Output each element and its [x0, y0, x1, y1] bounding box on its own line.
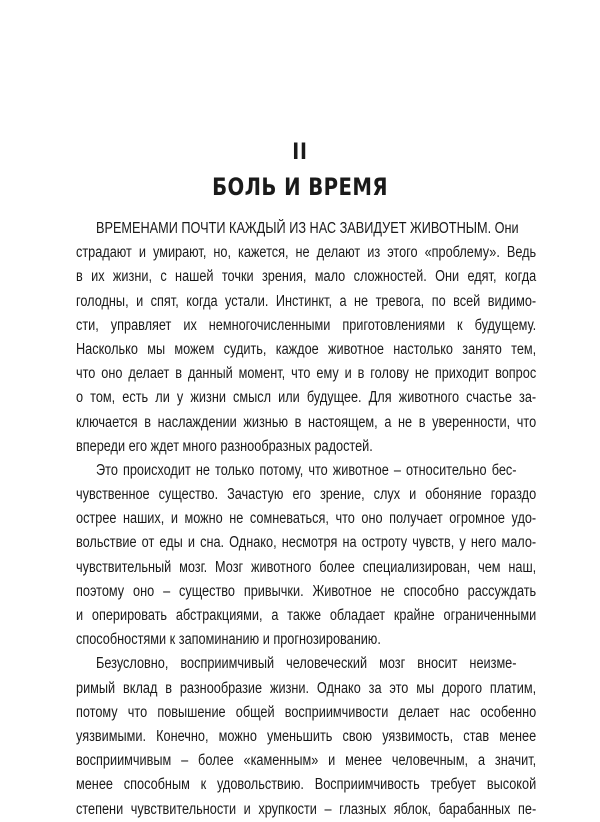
text-line: чувственное существо. Зачастую его зрение, слух и обоняние гораздо — [76, 486, 537, 504]
text-line: сти, управляет их немногочисленными приготовлениями к будущему. — [76, 316, 537, 334]
text-line: менее способным к удовольствию. Восприимчивость требует высокой — [76, 776, 537, 794]
text-line: Это происходит не только потому, что животное – относительно бес- — [96, 461, 517, 479]
text-line: страдают и умирают, но, кажется, не делают из этого «проблему». Ведь — [76, 244, 537, 262]
body-text — [76, 217, 536, 822]
text-line: степени чувствительности и хрупкости – глазных яблок, барабанных пе- — [76, 800, 537, 818]
text-line: что оно делает в данный момент, что ему и в голову не приходит вопрос — [76, 365, 537, 383]
text-line: ВРЕМЕНАМИ ПОЧТИ КАЖДЫЙ ИЗ НАС ЗАВИДУЕТ ЖИВОТНЫМ. Они — [96, 220, 519, 237]
paragraph-3 — [76, 652, 536, 821]
text-line: Насколько мы можем судить, каждое животное настолько занято тем, — [76, 340, 537, 358]
text-line: чувствительный мозг. Мозг животного более специализирован, чем наш, — [76, 558, 537, 576]
paragraph-1 — [76, 217, 536, 459]
text-line: восприимчивым – более «каменным» и менее человечным, а значит, — [76, 752, 537, 770]
text-line: голодны, и спят, когда устали. Инстинкт, а не тревога, по всей видимо- — [76, 292, 537, 310]
text-line: в их жизни, с нашей точки зрения, мало сложностей. Они едят, когда — [76, 268, 537, 286]
text-line: о том, есть ли у жизни смысл или будущее. Для животного счастье за- — [76, 389, 537, 407]
paragraph-2 — [76, 459, 536, 653]
text-line: острее наших, и можно не сомневаться, что оно получает огромное удо- — [76, 510, 537, 528]
chapter-number: II — [292, 140, 308, 165]
chapter-title: БОЛЬ И ВРЕМЯ — [212, 173, 388, 201]
text-line: уязвимыми. Конечно, можно уменьшить свою уязвимость, став менее — [76, 727, 537, 745]
text-line: потому что повышение общей восприимчивости делает нас особенно — [76, 703, 537, 721]
text-line: поэтому оно – существо привычки. Животное не способно рассуждать — [76, 582, 537, 600]
text-line: Безусловно, восприимчивый человеческий мозг вносит неизме- — [96, 655, 517, 673]
text-line: способностями к запоминанию и прогнозированию. — [76, 631, 381, 649]
text-line: и оперировать абстракциями, а также обладает крайне ограниченными — [76, 607, 537, 624]
chapter-heading — [0, 140, 600, 202]
text-line: вольствие от еды и сна. Однако, несмотря на остроту чувств, у него мало- — [76, 534, 537, 552]
text-line: римый вклад в разнообразие жизни. Однако за это мы дорого платим, — [76, 679, 537, 697]
text-line: ключается в наслаждении жизнью в настоящем, а не в уверенности, что — [76, 413, 537, 431]
text-line: впереди его ждет много разнообразных радостей. — [76, 437, 373, 455]
